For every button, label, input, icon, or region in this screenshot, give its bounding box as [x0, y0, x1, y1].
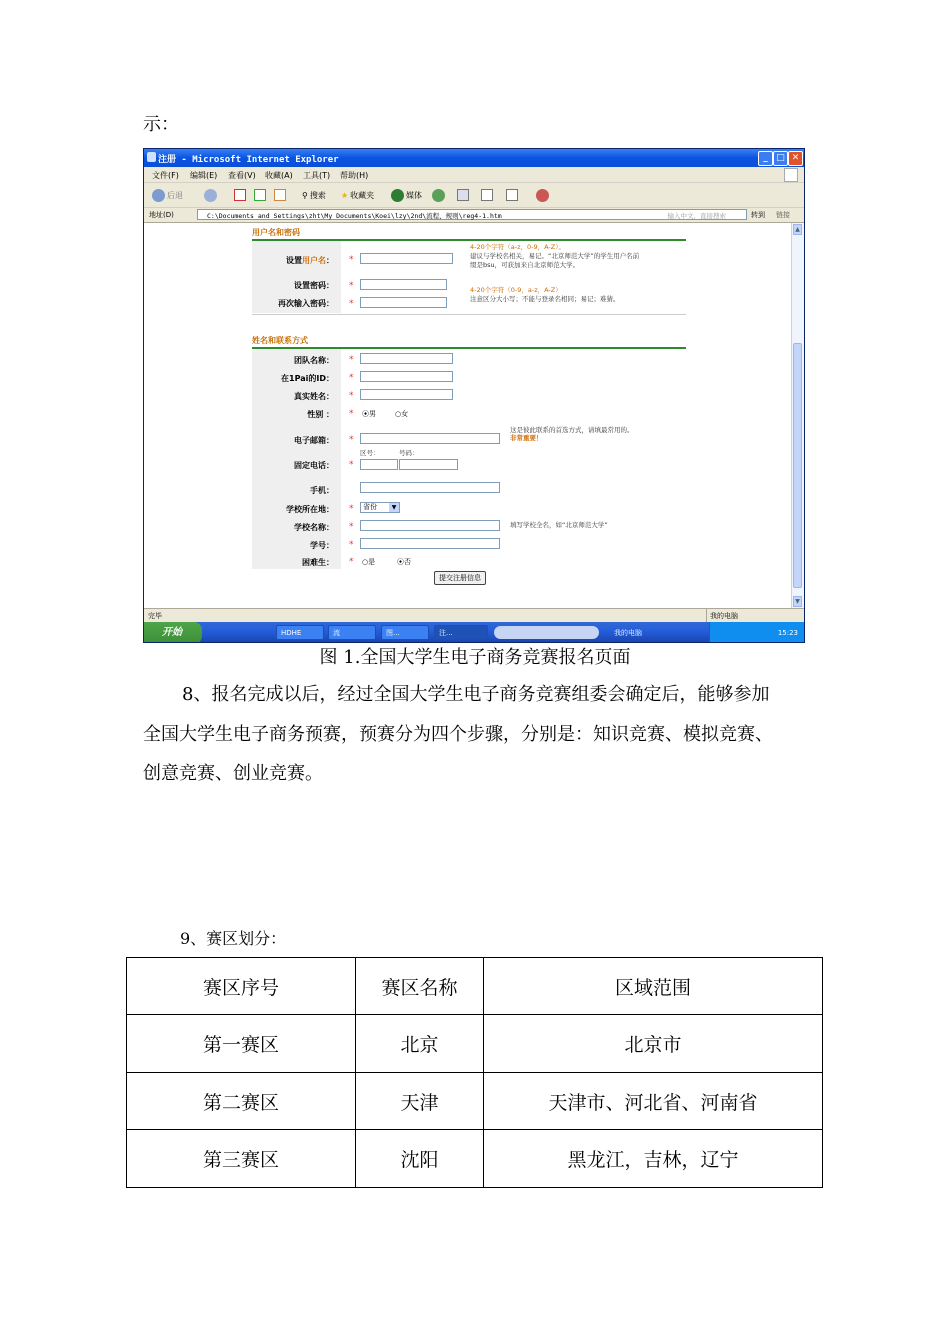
school-name-input[interactable] — [360, 520, 500, 531]
system-tray — [709, 622, 804, 643]
status-divider — [706, 609, 707, 623]
menu-view[interactable]: 查看(V) — [228, 171, 256, 180]
phone-number-input[interactable] — [399, 459, 458, 470]
school-location-label: 学校所在地： — [286, 505, 334, 514]
zone-table — [126, 957, 823, 1188]
minimize-icon[interactable]: _ — [758, 151, 773, 166]
table-cell: 北京市 — [484, 1015, 823, 1073]
username-label-b: 用户名 — [302, 256, 326, 265]
back-arrow-icon — [152, 189, 165, 202]
required-star: * — [349, 255, 354, 265]
username-hint-3: 缀是bsu，可获加来自北京师范大学。 — [470, 261, 580, 269]
address-url: C:\Documents and Settings\zht\My Documents\Koei\lzy\2nd\流程、规则\reg4-1.htm — [207, 212, 502, 220]
back-button[interactable] — [152, 188, 183, 202]
forward-button[interactable] — [204, 188, 217, 202]
task-ie[interactable]: 注... — [434, 625, 488, 640]
required-star: * — [349, 281, 354, 291]
refresh-icon — [254, 189, 266, 201]
home-icon — [274, 189, 286, 201]
table-row — [127, 1073, 823, 1130]
required-star: * — [349, 557, 354, 567]
chevron-down-icon: ▼ — [389, 503, 399, 512]
table-cell: 北京 — [356, 1015, 484, 1073]
para8-line1: 8、报名完成以后，经过全国大学生电子商务竞赛组委会确定后，能够参加 — [182, 684, 770, 705]
mail-button[interactable] — [457, 188, 469, 202]
pai-id-input[interactable] — [360, 371, 453, 382]
mobile-label: 手机： — [310, 486, 334, 495]
student-number-label: 学号： — [310, 541, 334, 550]
table-cell: 第二赛区 — [127, 1073, 356, 1130]
messenger-button[interactable] — [536, 188, 549, 202]
required-star: * — [349, 460, 354, 470]
password-confirm-input[interactable] — [360, 297, 447, 308]
password-hint-1: 4-20个字符（0-9，a-z，A-Z） — [470, 286, 562, 294]
phone-label: 固定电话： — [294, 461, 334, 470]
taskbar — [144, 622, 804, 643]
start-button[interactable]: 开始 — [144, 622, 202, 643]
required-star: * — [349, 373, 354, 383]
email-hint-2: 非常重要！ — [510, 434, 543, 442]
email-input[interactable] — [360, 433, 500, 444]
section-title-contact: 姓名和联系方式 — [252, 336, 308, 345]
close-icon[interactable]: ✕ — [788, 151, 803, 166]
gender-female-label: 女 — [401, 410, 409, 418]
table-row — [127, 1015, 823, 1073]
toolbar — [144, 183, 804, 208]
ie-window-screenshot — [143, 148, 805, 643]
clock: 15:23 — [777, 629, 798, 637]
real-name-label: 真实姓名： — [294, 392, 334, 401]
poor-student-label: 困难生： — [302, 558, 334, 567]
student-number-input[interactable] — [360, 538, 500, 549]
para9-heading: 9、赛区划分： — [180, 929, 287, 948]
area-code-label: 区号： — [360, 449, 380, 457]
maximize-icon[interactable]: □ — [773, 151, 788, 166]
required-star: * — [349, 299, 354, 309]
required-star: * — [349, 522, 354, 532]
home-button[interactable] — [274, 188, 286, 202]
para8-line2: 全国大学生电子商务预赛，预赛分为四个步骤，分别是：知识竞赛、模拟竞赛、 — [143, 724, 773, 745]
mail-icon — [457, 189, 469, 201]
table-cell: 第三赛区 — [127, 1130, 356, 1188]
real-name-input[interactable] — [360, 389, 453, 400]
vertical-scrollbar[interactable] — [791, 223, 804, 608]
search-button[interactable] — [302, 188, 326, 202]
media-icon — [391, 189, 404, 202]
team-name-input[interactable] — [360, 353, 453, 364]
section-end-line — [252, 314, 686, 315]
stop-button[interactable] — [234, 188, 246, 202]
scroll-down-icon[interactable]: ▼ — [793, 596, 802, 607]
go-button[interactable]: 转到 — [751, 211, 765, 219]
table-cell: 第一赛区 — [127, 1015, 356, 1073]
scroll-up-icon[interactable]: ▲ — [793, 224, 802, 235]
star-icon: ★ — [341, 190, 349, 200]
gender-male-label: 男 — [369, 410, 376, 418]
menu-edit[interactable]: 编辑(E) — [190, 171, 218, 180]
favorites-label: 收藏夹 — [350, 190, 375, 200]
menu-help[interactable]: 帮助(H) — [340, 171, 369, 180]
mobile-input[interactable] — [360, 482, 500, 493]
address-hint: 输入中文，直接搜索 — [667, 212, 726, 220]
print-icon — [481, 189, 493, 201]
edit-button[interactable] — [506, 188, 518, 202]
required-star: * — [349, 540, 354, 550]
address-bar — [144, 208, 804, 223]
table-cell: 黑龙江，吉林，辽宁 — [484, 1130, 823, 1188]
history-icon — [432, 189, 445, 202]
menu-favorites[interactable]: 收藏(A) — [265, 171, 293, 180]
favorites-button[interactable] — [341, 188, 374, 202]
back-label: 后退 — [167, 190, 183, 200]
taskbar-computer-label: 我的电脑 — [614, 629, 642, 637]
search-icon: ⚲ — [302, 190, 308, 200]
task-image[interactable]: 图... — [381, 625, 429, 640]
print-button[interactable] — [481, 188, 493, 202]
required-star: * — [349, 391, 354, 401]
task-folder[interactable]: 流 — [328, 625, 376, 640]
required-star: * — [349, 504, 354, 514]
username-hint-2: 建议与学校名相关，易记。“北京师范大学”的学生用户名前 — [470, 252, 640, 260]
required-star: * — [349, 409, 354, 419]
table-header-cell: 赛区名称 — [356, 958, 484, 1015]
team-name-label: 团队名称： — [294, 356, 334, 365]
address-input[interactable] — [197, 209, 747, 220]
email-hint-1: 这是彼此联系的首选方式，请填最常用的。 — [510, 426, 634, 434]
ie-page-icon — [147, 152, 156, 162]
username-label-c: ： — [326, 256, 334, 265]
menu-file[interactable]: 文件(F) — [152, 171, 179, 180]
media-player-controls[interactable] — [494, 626, 599, 639]
pai-id-label: 在1Pai的ID： — [281, 374, 334, 383]
para8-line3: 创意竞赛、创业竞赛。 — [143, 763, 323, 784]
table-header-cell: 赛区序号 — [127, 958, 356, 1015]
section-divider-2 — [252, 347, 686, 349]
forward-arrow-icon — [204, 189, 217, 202]
password-input[interactable] — [360, 279, 447, 290]
windows-logo-icon — [784, 168, 798, 182]
required-star: * — [349, 355, 354, 365]
gender-label: 性别 ： — [307, 410, 334, 419]
table-cell: 沈阳 — [356, 1130, 484, 1188]
username-input[interactable] — [360, 253, 453, 264]
username-label-a: 设置 — [286, 256, 302, 265]
status-bar — [144, 608, 804, 623]
messenger-icon — [536, 189, 549, 202]
school-name-hint: 填写学校全名，如“北京师范大学” — [510, 521, 608, 529]
username-hint-1: 4-20个字符（a-z，0-9，A-Z）。 — [470, 243, 565, 251]
password-hint-2: 注意区分大小写；不能与登录名相同；易记；难猜。 — [470, 295, 620, 303]
word-icon — [506, 189, 518, 201]
window-title: 注册 - Microsoft Internet Explorer — [158, 155, 339, 165]
table-header-row — [127, 958, 823, 1015]
menu-tools[interactable]: 工具(T) — [303, 171, 331, 180]
poor-yes-radio[interactable]: ○是 — [362, 558, 376, 566]
password-confirm-label: 再次输入密码： — [278, 299, 334, 308]
required-star: * — [349, 435, 354, 445]
task-hdhe[interactable]: HDHE — [276, 625, 324, 640]
submit-registration-button[interactable]: 提交注册信息 — [434, 571, 486, 585]
refresh-button[interactable] — [254, 188, 266, 202]
status-zone: 我的电脑 — [710, 612, 738, 620]
search-label: 搜索 — [309, 190, 326, 200]
section-title-account: 用户名和密码 — [252, 228, 300, 237]
province-select[interactable] — [360, 502, 400, 513]
title-bar — [144, 149, 804, 167]
figure-caption: 图 1.全国大学生电子商务竞赛报名页面 — [319, 647, 631, 668]
school-name-label: 学校名称： — [294, 523, 334, 532]
area-code-input[interactable] — [360, 459, 398, 470]
gender-male-radio[interactable]: ⦿男 — [362, 410, 376, 418]
email-label: 电子邮箱： — [294, 436, 334, 445]
gender-female-radio[interactable]: ○女 — [395, 410, 409, 418]
table-row — [127, 1130, 823, 1188]
stop-icon — [234, 189, 246, 201]
page-content — [144, 223, 792, 608]
history-button[interactable] — [432, 188, 445, 202]
lead-text: 示： — [143, 114, 179, 135]
section-divider-1 — [252, 239, 686, 241]
table-cell: 天津 — [356, 1073, 484, 1130]
media-label: 媒体 — [406, 190, 422, 200]
scroll-thumb[interactable] — [793, 343, 802, 588]
media-button[interactable] — [391, 188, 422, 202]
table-cell: 天津市、河北省、河南省 — [484, 1073, 823, 1130]
poor-no-radio[interactable]: ⦿否 — [397, 558, 411, 566]
poor-no-label: 否 — [404, 558, 411, 566]
phone-number-label: 号码： — [399, 449, 419, 457]
province-selected: 省份 — [363, 503, 377, 511]
address-label: 地址(D) — [149, 211, 174, 219]
status-text: 完毕 — [148, 612, 162, 620]
links-label[interactable]: 链接 — [776, 211, 790, 219]
password-label: 设置密码： — [294, 281, 334, 290]
table-header-cell: 区域范围 — [484, 958, 823, 1015]
menu-bar — [144, 167, 804, 183]
username-label — [249, 255, 334, 266]
poor-yes-label: 是 — [368, 558, 376, 566]
